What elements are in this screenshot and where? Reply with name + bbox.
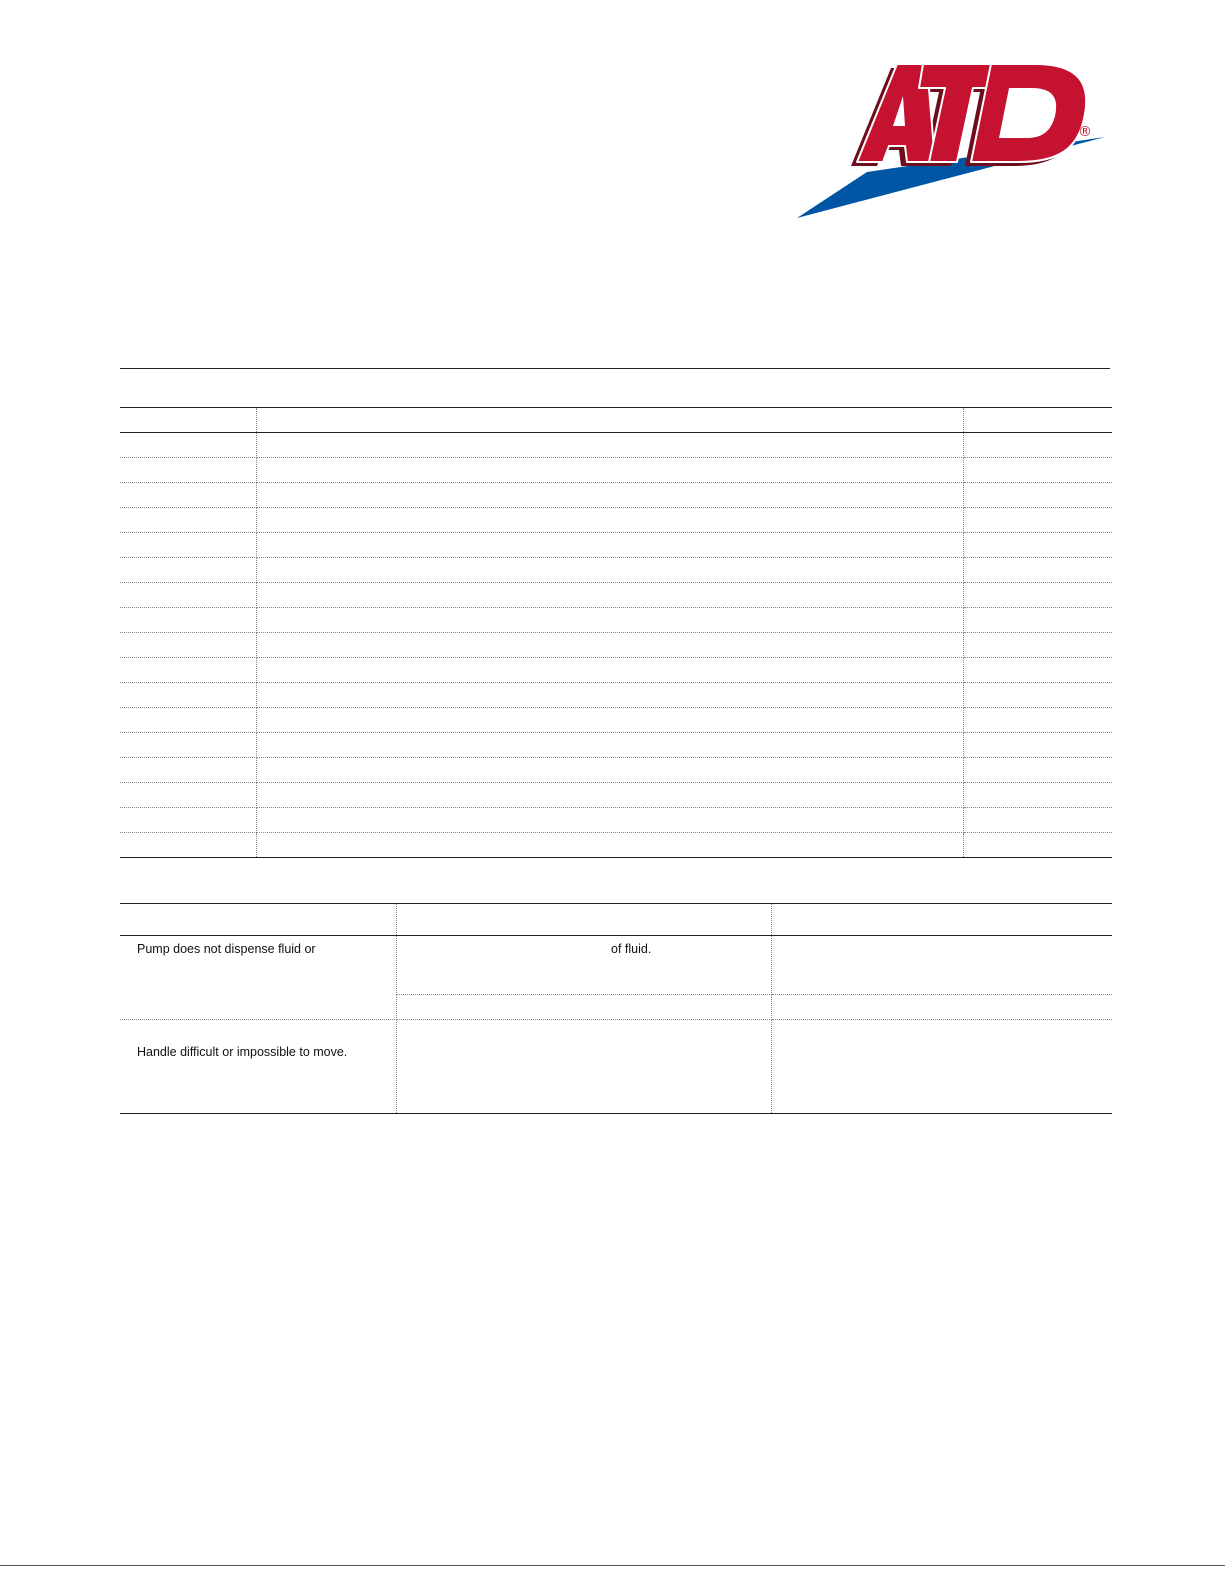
parts-row: [120, 483, 1112, 508]
problem-text: Pump does not dispense fluid or: [137, 942, 316, 956]
parts-cell: [120, 458, 257, 483]
parts-cell: [120, 783, 257, 808]
solution-cell: [772, 936, 1113, 995]
parts-cell: [964, 683, 1113, 708]
parts-cell: [257, 733, 964, 758]
cause-text: of fluid.: [611, 942, 652, 956]
cause-cell: [397, 995, 772, 1020]
footer-rule: [0, 1565, 1225, 1566]
parts-cell: [964, 658, 1113, 683]
parts-row: [120, 708, 1112, 733]
parts-cell: [120, 558, 257, 583]
parts-row: [120, 733, 1112, 758]
parts-cell: [964, 583, 1113, 608]
registered-mark: ®: [1078, 124, 1092, 140]
troubleshooting-row: [120, 1020, 1112, 1114]
parts-cell: [964, 558, 1113, 583]
parts-cell: [964, 508, 1113, 533]
troubleshooting-row: [120, 936, 1112, 995]
solution-cell: [772, 995, 1113, 1020]
parts-cell: [964, 833, 1113, 858]
parts-cell: [257, 558, 964, 583]
parts-cell: [257, 583, 964, 608]
troubleshooting-header-row: [120, 904, 1112, 936]
parts-header-col-1: [120, 408, 257, 433]
parts-row: [120, 683, 1112, 708]
parts-row: [120, 633, 1112, 658]
parts-cell: [257, 783, 964, 808]
solution-header: [772, 904, 1113, 936]
parts-cell: [964, 433, 1113, 458]
parts-header-col-3: [964, 408, 1113, 433]
problem-cell: [120, 936, 397, 1020]
parts-cell: [964, 783, 1113, 808]
parts-cell: [257, 433, 964, 458]
parts-cell: [257, 758, 964, 783]
parts-row: [120, 508, 1112, 533]
parts-cell: [120, 758, 257, 783]
troubleshooting-table: [120, 903, 1112, 1114]
parts-cell: [964, 633, 1113, 658]
parts-cell: [257, 683, 964, 708]
parts-cell: [964, 708, 1113, 733]
cause-cell: [397, 1020, 772, 1114]
problem-header: [120, 904, 397, 936]
parts-row: [120, 833, 1112, 858]
parts-cell: [120, 483, 257, 508]
parts-cell: [257, 658, 964, 683]
parts-header-row: [120, 408, 1112, 433]
parts-cell: [120, 433, 257, 458]
parts-row: [120, 658, 1112, 683]
cause-header: [397, 904, 772, 936]
parts-cell: [964, 483, 1113, 508]
parts-cell: [257, 533, 964, 558]
parts-row: [120, 433, 1112, 458]
parts-cell: [120, 833, 257, 858]
parts-cell: [257, 708, 964, 733]
parts-cell: [120, 533, 257, 558]
parts-cell: [257, 608, 964, 633]
parts-cell: [964, 758, 1113, 783]
parts-cell: [964, 608, 1113, 633]
parts-cell: [120, 583, 257, 608]
cause-cell: [397, 936, 772, 995]
parts-cell: [964, 808, 1113, 833]
parts-header-col-2: [257, 408, 964, 433]
parts-row: [120, 458, 1112, 483]
parts-row: [120, 783, 1112, 808]
parts-cell: [120, 733, 257, 758]
parts-cell: [964, 533, 1113, 558]
problem-cell: [120, 1020, 397, 1114]
parts-cell: [964, 458, 1113, 483]
solution-cell: [772, 1020, 1113, 1114]
parts-cell: [120, 808, 257, 833]
parts-cell: [120, 508, 257, 533]
parts-cell: [120, 683, 257, 708]
parts-list-table: [120, 407, 1112, 858]
parts-cell: [257, 633, 964, 658]
parts-row: [120, 758, 1112, 783]
parts-section-rule: [120, 368, 1110, 369]
parts-cell: [257, 458, 964, 483]
parts-cell: [257, 833, 964, 858]
parts-row: [120, 558, 1112, 583]
parts-row: [120, 533, 1112, 558]
parts-row: [120, 808, 1112, 833]
parts-cell: [120, 658, 257, 683]
parts-row: [120, 608, 1112, 633]
atd-logo: [795, 50, 1110, 222]
parts-cell: [120, 633, 257, 658]
parts-cell: [120, 708, 257, 733]
problem-text: Handle difficult or impossible to move.: [137, 1045, 348, 1059]
parts-cell: [257, 808, 964, 833]
parts-row: [120, 583, 1112, 608]
parts-cell: [257, 508, 964, 533]
parts-cell: [120, 608, 257, 633]
parts-cell: [964, 733, 1113, 758]
parts-cell: [257, 483, 964, 508]
